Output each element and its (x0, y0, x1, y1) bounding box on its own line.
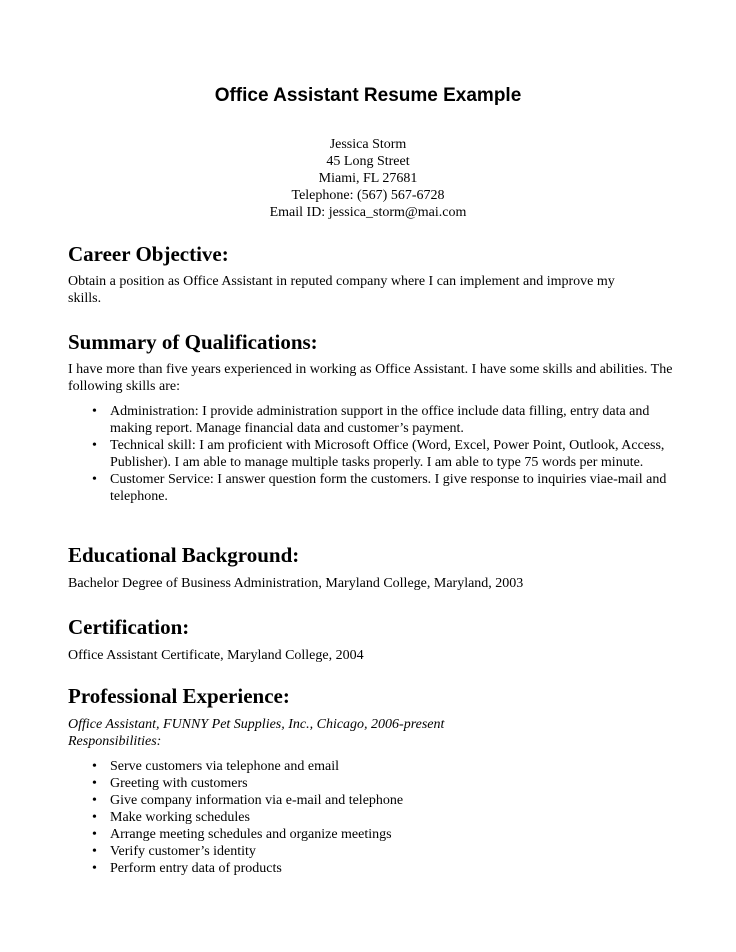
bullet-icon: • (92, 404, 97, 419)
bullet-icon: • (92, 438, 97, 453)
experience-position: Office Assistant, FUNNY Pet Supplies, Inc., Chicago, 2006-present (68, 717, 445, 732)
summary-section (68, 329, 678, 505)
bullet-icon: • (92, 844, 97, 859)
bullet-icon: • (92, 776, 97, 791)
bullet-icon: • (92, 759, 97, 774)
list-item (68, 758, 678, 775)
contact-block (0, 136, 736, 221)
summary-intro: I have more than five years experienced in working as Office Assistant. I have some skills and abilities. The following skills are: (68, 362, 673, 394)
skill-text: Technical skill: I am proficient with Microsoft Office (Word, Excel, Power Point, Outlook, Access, Publisher). I am able to manage multiple tasks properly. I am able to type 75 words per minute. (110, 438, 665, 470)
contact-email: Email ID: jessica_storm@mai.com (269, 205, 467, 220)
responsibility-text: Perform entry data of products (110, 861, 282, 876)
responsibility-text: Give company information via e-mail and telephone (110, 793, 404, 808)
career-objective-section (68, 241, 678, 307)
list-item (68, 843, 678, 860)
education-text: Bachelor Degree of Business Administration, Maryland College, Maryland, 2003 (68, 576, 524, 591)
education-section (68, 542, 678, 592)
career-objective-text: Obtain a position as Office Assistant in reputed company where I can implement and improve my skills. (68, 274, 615, 306)
list-item (68, 809, 678, 826)
experience-section (68, 683, 678, 877)
contact-street: 45 Long Street (326, 154, 410, 169)
certification-section (68, 614, 678, 664)
bullet-icon: • (92, 793, 97, 808)
list-item (68, 403, 678, 437)
bullet-icon: • (92, 861, 97, 876)
responsibilities-label: Responsibilities: (68, 734, 162, 749)
career-objective-heading: Career Objective: (68, 242, 229, 266)
certification-text: Office Assistant Certificate, Maryland College, 2004 (68, 648, 364, 663)
certification-heading: Certification: (68, 615, 190, 639)
responsibility-text: Greeting with customers (110, 776, 248, 791)
responsibility-text: Arrange meeting schedules and organize meetings (110, 827, 392, 842)
contact-telephone: Telephone: (567) 567-6728 (291, 188, 445, 203)
list-item (68, 826, 678, 843)
list-item (68, 471, 678, 505)
responsibilities-list (68, 758, 678, 877)
contact-name: Jessica Storm (329, 137, 407, 152)
list-item (68, 860, 678, 877)
bullet-icon: • (92, 810, 97, 825)
responsibility-text: Make working schedules (110, 810, 250, 825)
summary-heading: Summary of Qualifications: (68, 330, 318, 354)
responsibility-text: Serve customers via telephone and email (110, 759, 339, 774)
contact-city: Miami, FL 27681 (318, 171, 418, 186)
experience-heading: Professional Experience: (68, 684, 290, 708)
skills-list (68, 403, 678, 505)
responsibility-text: Verify customer’s identity (110, 844, 256, 859)
bullet-icon: • (92, 827, 97, 842)
document-title: Office Assistant Resume Example (214, 85, 522, 106)
bullet-icon: • (92, 472, 97, 487)
education-heading: Educational Background: (68, 543, 300, 567)
list-item (68, 775, 678, 792)
skill-text: Customer Service: I answer question form the customers. I give response to inquiries viae-mail and telephone. (110, 472, 667, 504)
list-item (68, 437, 678, 471)
list-item (68, 792, 678, 809)
skill-text: Administration: I provide administration support in the office include data filling, entry data and making report. Manage financial data and customer’s payment. (110, 404, 650, 436)
